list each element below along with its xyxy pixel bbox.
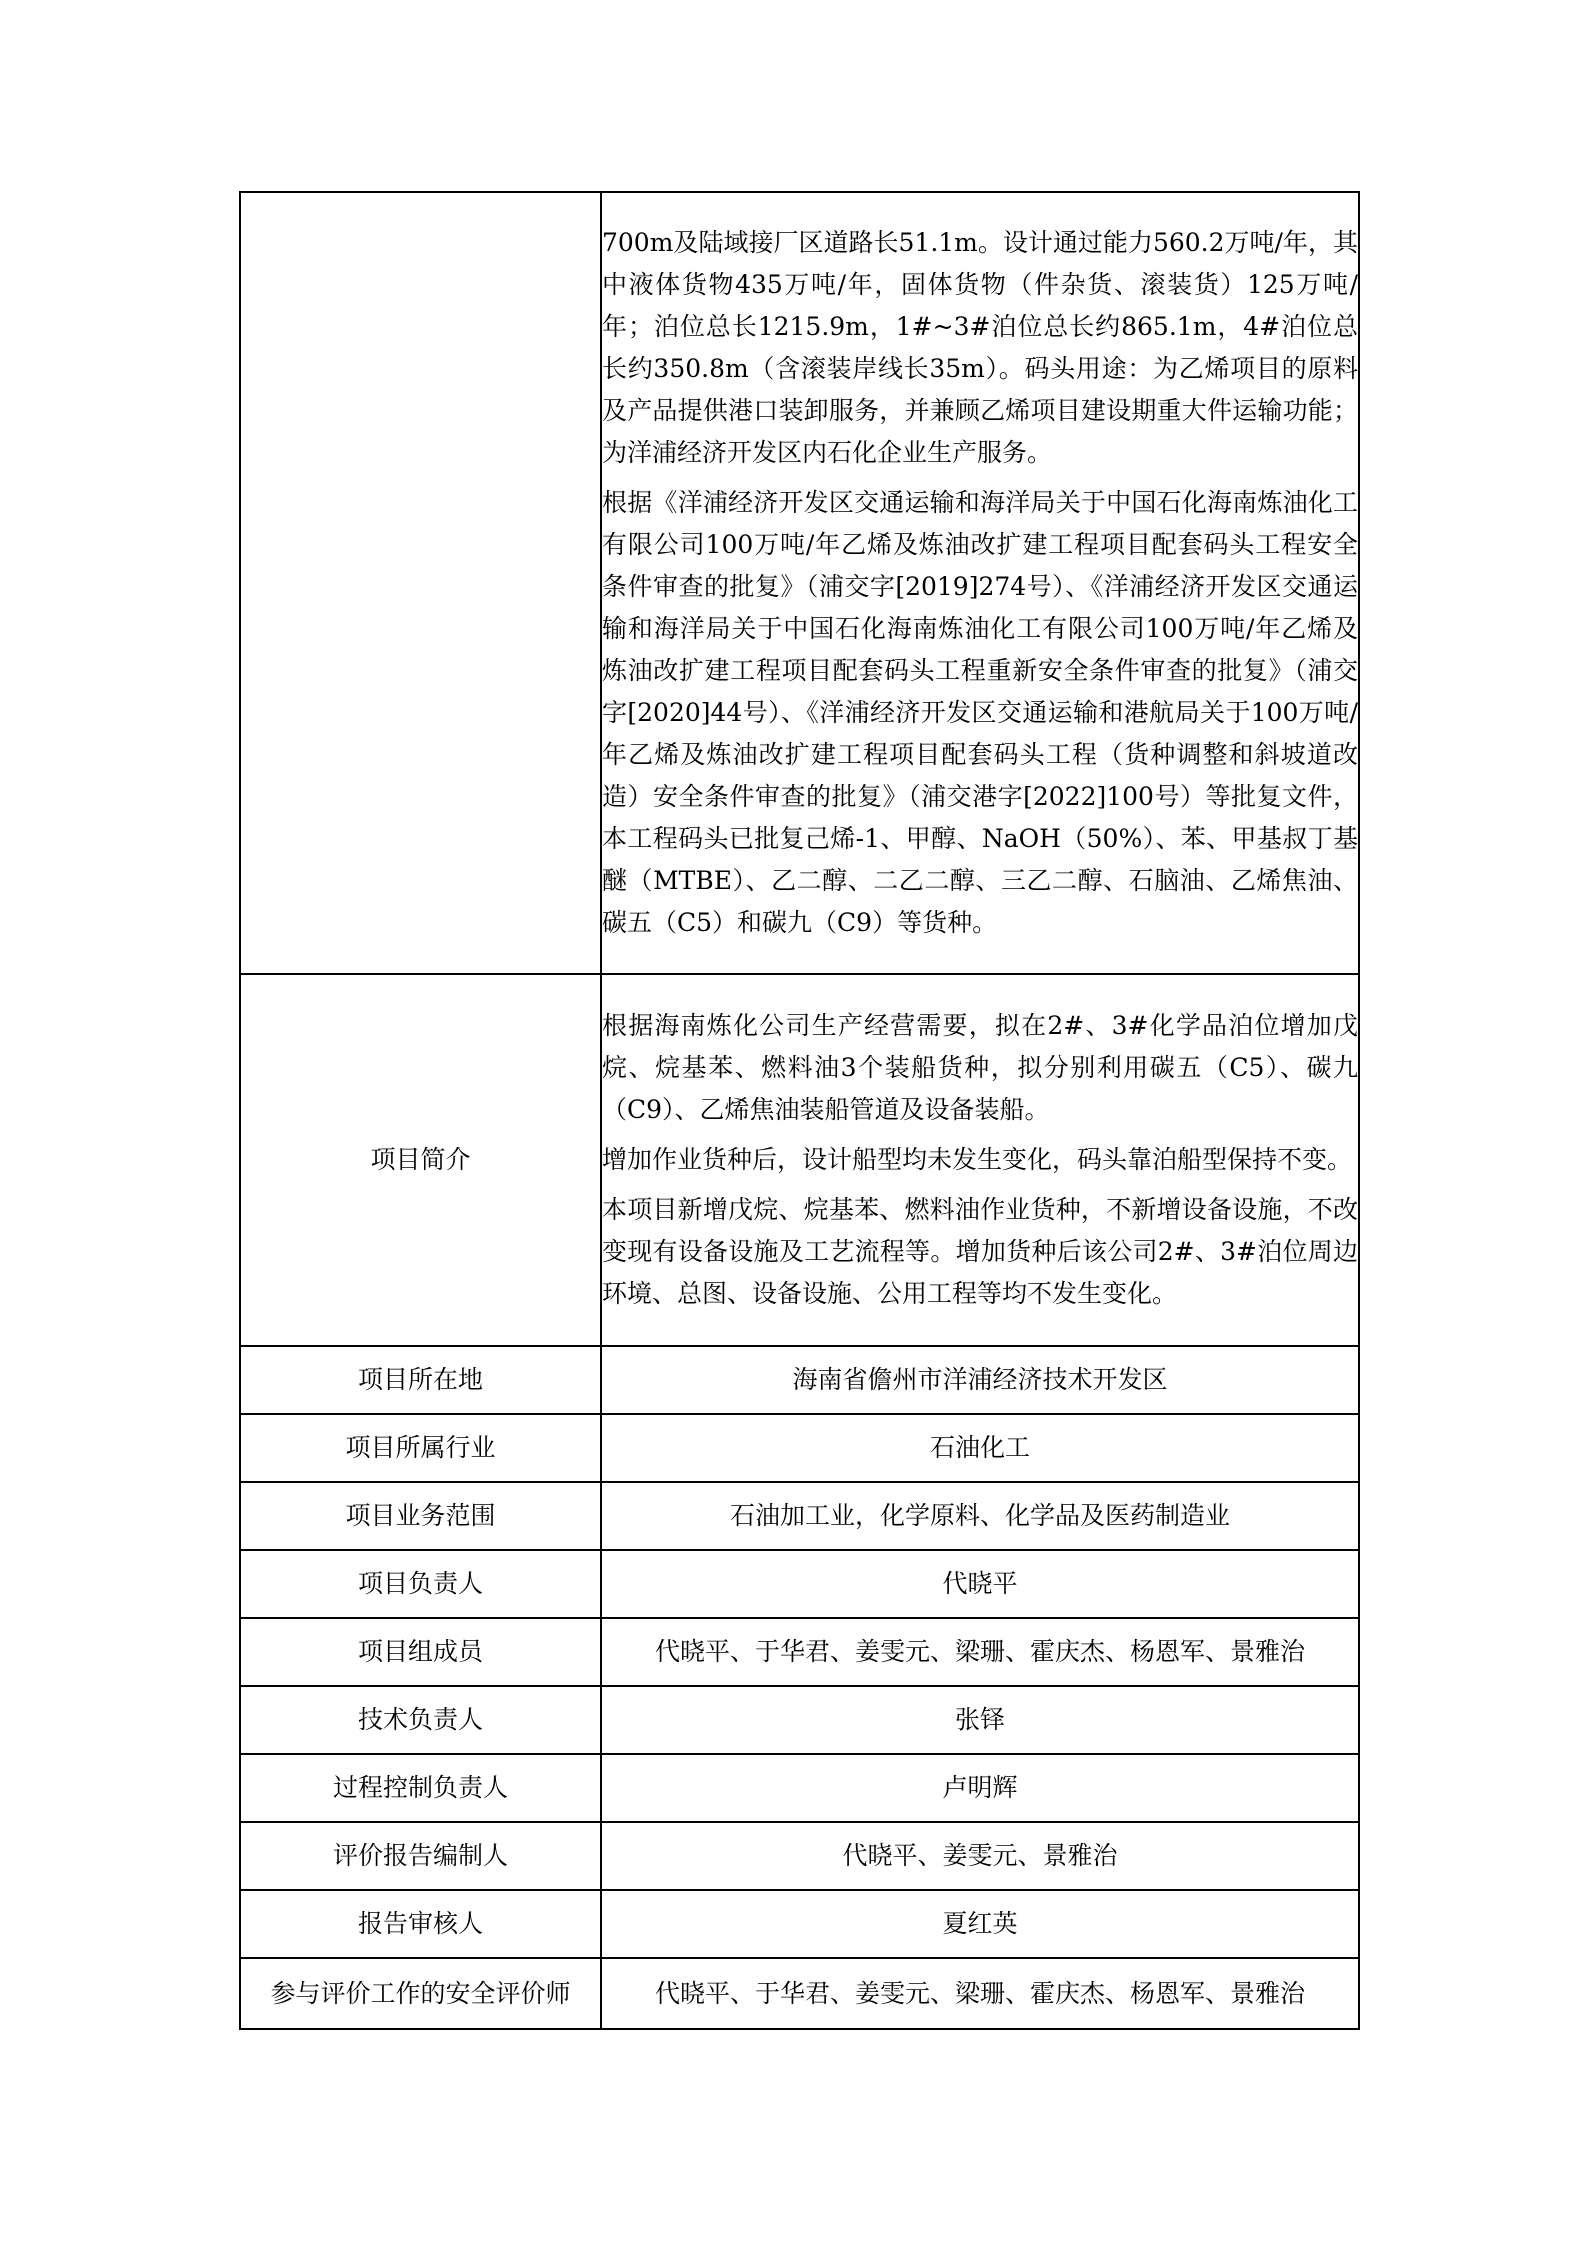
field-label-report-authors: 评价报告编制人 (240, 1822, 601, 1890)
field-label-project-leader: 项目负责人 (240, 1550, 601, 1618)
table-row-report-reviewer (240, 1890, 1359, 1958)
field-value-location: 海南省儋州市洋浦经济技术开发区 (601, 1346, 1359, 1414)
field-value-industry: 石油化工 (601, 1414, 1359, 1482)
field-label-process-control-leader: 过程控制负责人 (240, 1754, 601, 1822)
intro-label: 项目简介 (240, 974, 601, 1346)
field-label-safety-evaluators: 参与评价工作的安全评价师 (240, 1958, 601, 2029)
table-row-industry (240, 1414, 1359, 1482)
field-label-industry: 项目所属行业 (240, 1414, 601, 1482)
field-label-location: 项目所在地 (240, 1346, 601, 1414)
intro-label-cell-continued (240, 192, 601, 974)
field-value-report-reviewer: 夏红英 (601, 1890, 1359, 1958)
field-label-technical-leader: 技术负责人 (240, 1686, 601, 1754)
field-label-business-scope: 项目业务范围 (240, 1482, 601, 1550)
table-row-project-leader (240, 1550, 1359, 1618)
table-row-safety-evaluators (240, 1958, 1359, 2029)
field-value-process-control-leader: 卢明辉 (601, 1754, 1359, 1822)
table-row-intro-continued (240, 192, 1359, 974)
field-value-project-leader: 代晓平 (601, 1550, 1359, 1618)
field-value-technical-leader: 张铎 (601, 1686, 1359, 1754)
field-label-report-reviewer: 报告审核人 (240, 1890, 601, 1958)
field-value-business-scope: 石油加工业，化学原料、化学品及医药制造业 (601, 1482, 1359, 1550)
table-row-intro (240, 974, 1359, 1346)
intro-paragraph: 本项目新增戊烷、烷基苯、燃料油作业货种，不新增设备设施，不改变现有设备设施及工艺流程等。增加货种后该公司2#、3#泊位周边环境、总图、设备设施、公用工程等均不发生变化。 (602, 1195, 1358, 1308)
intro-paragraph: 根据海南炼化公司生产经营需要，拟在2#、3#化学品泊位增加戊烷、烷基苯、燃料油3个装船货种，拟分别利用碳五（C5）、碳九（C9）、乙烯焦油装船管道及设备装船。 (602, 1011, 1358, 1124)
field-value-team-members: 代晓平、于华君、姜雯元、梁珊、霍庆杰、杨恩军、景雅治 (601, 1618, 1359, 1686)
intro-overview-cell (601, 192, 1359, 974)
table-row-team-members (240, 1618, 1359, 1686)
table-row-business-scope (240, 1482, 1359, 1550)
table-row-report-authors (240, 1822, 1359, 1890)
project-info-table (239, 191, 1360, 2030)
table-row-technical-leader (240, 1686, 1359, 1754)
intro-content-cell (601, 974, 1359, 1346)
table-row-location (240, 1346, 1359, 1414)
field-label-team-members: 项目组成员 (240, 1618, 601, 1686)
intro-overview-paragraph: 根据《洋浦经济开发区交通运输和海洋局关于中国石化海南炼油化工有限公司100万吨/年乙烯及炼油改扩建工程项目配套码头工程安全条件审查的批复》（浦交字[2019]274号）、《洋浦经济开发区交通运输和海洋局关于中国石化海南炼油化工有限公司100万吨/年乙烯及炼油改扩建工程项目配套码头工程重新安全条件审查的批复》（浦交字[2020]44号）、《洋浦经济开发区交通运输和港航局关于100万吨/年乙烯及炼油改扩建工程项目配套码头工程（货种调整和斜坡道改造）安全条件审查的批复》（浦交港字[2022]100号）等批复文件，本工程码头已批复己烯-1、甲醇、NaOH（50%）、苯、甲基叔丁基醚（MTBE）、乙二醇、二乙二醇、三乙二醇、石脑油、乙烯焦油、碳五（C5）和碳九（C9）等货种。 (602, 488, 1358, 937)
intro-overview-paragraph: 700m及陆域接厂区道路长51.1m。设计通过能力560.2万吨/年，其中液体货物435万吨/年，固体货物（件杂货、滚装货）125万吨/年；泊位总长1215.9m，1#~3#泊位总长约865.1m，4#泊位总长约350.8m（含滚装岸线长35m）。码头用途：为乙烯项目的原料及产品提供港口装卸服务，并兼顾乙烯项目建设期重大件运输功能；为洋浦经济开发区内石化企业生产服务。 (602, 228, 1358, 467)
intro-paragraph: 增加作业货种后，设计船型均未发生变化，码头靠泊船型保持不变。 (602, 1145, 1353, 1174)
field-value-report-authors: 代晓平、姜雯元、景雅治 (601, 1822, 1359, 1890)
table-row-process-control-leader (240, 1754, 1359, 1822)
field-value-safety-evaluators: 代晓平、于华君、姜雯元、梁珊、霍庆杰、杨恩军、景雅治 (601, 1958, 1359, 2029)
